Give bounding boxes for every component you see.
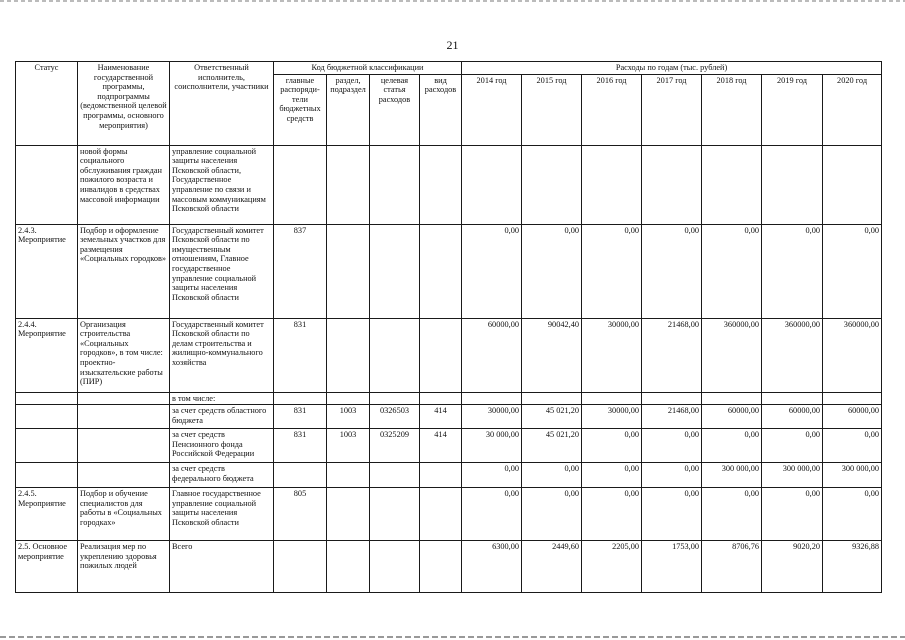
row-rzpr: 1003 <box>327 405 370 429</box>
table-row <box>16 429 882 463</box>
row-value-2014: 6300,00 <box>462 541 522 593</box>
header-year: 2019 год <box>762 74 823 145</box>
row-vr <box>420 488 462 541</box>
row-rzpr <box>327 145 370 224</box>
row-grbs: 831 <box>274 318 327 392</box>
row-name: Организация строительства «Социальных городков», в том числе: проектно-изыскательские работы (ПИР) <box>78 318 170 392</box>
row-value-2020: 0,00 <box>823 488 882 541</box>
row-grbs: 805 <box>274 488 327 541</box>
row-value-2015: 0,00 <box>522 463 582 488</box>
row-value-2015: 45 021,20 <box>522 405 582 429</box>
row-value-2020: 60000,00 <box>823 405 882 429</box>
row-value-2018: 60000,00 <box>702 405 762 429</box>
header-rzpr: раздел, подраздел <box>327 74 370 145</box>
row-value-2019: 0,00 <box>762 488 823 541</box>
row-name: Реализация мер по укреплению здоровья пожилых людей <box>78 541 170 593</box>
table-row <box>16 392 882 405</box>
row-value-2014: 0,00 <box>462 224 522 318</box>
row-value-2015: 90042,40 <box>522 318 582 392</box>
row-value-2019 <box>762 145 823 224</box>
row-name <box>78 463 170 488</box>
row-value-2014: 0,00 <box>462 488 522 541</box>
row-vr <box>420 541 462 593</box>
row-vr <box>420 145 462 224</box>
row-name <box>78 429 170 463</box>
row-csr <box>370 318 420 392</box>
row-status: 2.4.4. Мероприятие <box>16 318 78 392</box>
header-year: 2014 год <box>462 74 522 145</box>
table-row <box>16 224 882 318</box>
row-name: Подбор и оформление земельных участков для размещения «Социальных городков» <box>78 224 170 318</box>
row-value-2017: 0,00 <box>642 488 702 541</box>
row-value-2016: 30000,00 <box>582 405 642 429</box>
row-value-2014: 60000,00 <box>462 318 522 392</box>
row-value-2018 <box>702 145 762 224</box>
row-executor: Государственный комитет Псковской области по имущественным отношениям, Главное государственное управление социальной защиты населения Псковской области <box>170 224 274 318</box>
scan-edge-top <box>0 0 905 2</box>
header-year: 2018 год <box>702 74 762 145</box>
header-csr: целевая статья расходов <box>370 74 420 145</box>
header-year: 2017 год <box>642 74 702 145</box>
row-value-2018: 0,00 <box>702 224 762 318</box>
row-value-2019: 300 000,00 <box>762 463 823 488</box>
row-vr <box>420 318 462 392</box>
row-value-2016: 30000,00 <box>582 318 642 392</box>
row-executor: Главное государственное управление социальной защиты населения Псковской области <box>170 488 274 541</box>
row-status <box>16 463 78 488</box>
row-executor: Государственный комитет Псковской области по делам строительства и жилищно-коммунального хозяйства <box>170 318 274 392</box>
row-status <box>16 392 78 405</box>
row-executor: управление социальной защиты населения Псковской области, Государственное управление по связи и массовым коммуникациям Псковской области <box>170 145 274 224</box>
row-value-2019 <box>762 392 823 405</box>
row-value-2020: 0,00 <box>823 224 882 318</box>
row-csr <box>370 463 420 488</box>
row-rzpr <box>327 318 370 392</box>
row-status <box>16 429 78 463</box>
row-value-2017 <box>642 145 702 224</box>
row-value-2014: 0,00 <box>462 463 522 488</box>
row-value-2019: 360000,00 <box>762 318 823 392</box>
row-name <box>78 405 170 429</box>
row-value-2015: 0,00 <box>522 488 582 541</box>
row-name: новой формы социального обслуживания граждан пожилого возраста и инвалидов в средствах массовой информации <box>78 145 170 224</box>
row-csr <box>370 224 420 318</box>
row-value-2016: 2205,00 <box>582 541 642 593</box>
row-value-2019: 9020,20 <box>762 541 823 593</box>
row-executor: в том числе: <box>170 392 274 405</box>
row-value-2015 <box>522 392 582 405</box>
row-name: Подбор и обучение специалистов для работы в «Социальных городках» <box>78 488 170 541</box>
page-number: 21 <box>446 38 459 52</box>
row-value-2014 <box>462 145 522 224</box>
row-executor: за счет средств федерального бюджета <box>170 463 274 488</box>
row-grbs <box>274 463 327 488</box>
row-value-2017: 1753,00 <box>642 541 702 593</box>
row-rzpr <box>327 488 370 541</box>
row-value-2015: 0,00 <box>522 224 582 318</box>
row-value-2020 <box>823 145 882 224</box>
row-rzpr: 1003 <box>327 429 370 463</box>
row-grbs: 837 <box>274 224 327 318</box>
row-value-2017: 21468,00 <box>642 405 702 429</box>
header-grbs: главные распоряди-тели бюджетных средств <box>274 74 327 145</box>
row-vr <box>420 392 462 405</box>
row-value-2014 <box>462 392 522 405</box>
row-rzpr <box>327 463 370 488</box>
header-year: 2020 год <box>823 74 882 145</box>
row-value-2016: 0,00 <box>582 488 642 541</box>
row-value-2020: 360000,00 <box>823 318 882 392</box>
row-value-2020: 0,00 <box>823 429 882 463</box>
row-rzpr <box>327 224 370 318</box>
row-value-2019: 60000,00 <box>762 405 823 429</box>
table-row <box>16 541 882 593</box>
row-value-2017: 21468,00 <box>642 318 702 392</box>
row-value-2015: 2449,60 <box>522 541 582 593</box>
row-grbs <box>274 392 327 405</box>
row-csr <box>370 392 420 405</box>
row-value-2017: 0,00 <box>642 463 702 488</box>
row-rzpr <box>327 392 370 405</box>
row-csr: 0326503 <box>370 405 420 429</box>
header-executor: Ответственный исполнитель, соисполнители, участники <box>170 62 274 146</box>
row-value-2015: 45 021,20 <box>522 429 582 463</box>
header-name: Наименование государственной программы, подпрограммы (ведомственной целевой программы, основного мероприятия) <box>78 62 170 146</box>
table-row <box>16 463 882 488</box>
row-status: 2.5. Основное мероприятие <box>16 541 78 593</box>
row-value-2015 <box>522 145 582 224</box>
row-grbs: 831 <box>274 405 327 429</box>
row-vr <box>420 463 462 488</box>
row-csr <box>370 145 420 224</box>
header-status: Статус <box>16 62 78 146</box>
scan-edge-bottom <box>0 636 905 638</box>
row-value-2014: 30000,00 <box>462 405 522 429</box>
row-csr <box>370 541 420 593</box>
table-row <box>16 145 882 224</box>
budget-table <box>15 61 882 593</box>
header-budget-code: Код бюджетной классификации <box>274 62 462 75</box>
row-grbs: 831 <box>274 429 327 463</box>
header-expenses: Расходы по годам (тыс. рублей) <box>462 62 882 75</box>
header-year: 2015 год <box>522 74 582 145</box>
row-value-2017: 0,00 <box>642 224 702 318</box>
row-value-2018: 360000,00 <box>702 318 762 392</box>
row-executor: за счет средств областного бюджета <box>170 405 274 429</box>
table-row <box>16 318 882 392</box>
row-status: 2.4.5. Мероприятие <box>16 488 78 541</box>
row-value-2020: 9326,88 <box>823 541 882 593</box>
row-value-2018 <box>702 392 762 405</box>
row-value-2020 <box>823 392 882 405</box>
row-name <box>78 392 170 405</box>
header-vr: вид расходов <box>420 74 462 145</box>
row-value-2018: 8706,76 <box>702 541 762 593</box>
table-row <box>16 488 882 541</box>
row-executor: Всего <box>170 541 274 593</box>
row-value-2016: 0,00 <box>582 463 642 488</box>
row-grbs <box>274 541 327 593</box>
row-value-2016 <box>582 145 642 224</box>
row-value-2017 <box>642 392 702 405</box>
row-vr: 414 <box>420 429 462 463</box>
row-csr <box>370 488 420 541</box>
row-value-2020: 300 000,00 <box>823 463 882 488</box>
row-status <box>16 145 78 224</box>
row-value-2019: 0,00 <box>762 429 823 463</box>
row-vr: 414 <box>420 405 462 429</box>
row-value-2017: 0,00 <box>642 429 702 463</box>
row-value-2014: 30 000,00 <box>462 429 522 463</box>
table-row <box>16 405 882 429</box>
row-executor: за счет средств Пенсионного фонда Российской Федерации <box>170 429 274 463</box>
row-value-2016: 0,00 <box>582 429 642 463</box>
row-rzpr <box>327 541 370 593</box>
row-csr: 0325209 <box>370 429 420 463</box>
row-value-2018: 0,00 <box>702 429 762 463</box>
row-status: 2.4.3. Мероприятие <box>16 224 78 318</box>
row-value-2018: 300 000,00 <box>702 463 762 488</box>
header-year: 2016 год <box>582 74 642 145</box>
row-value-2016 <box>582 392 642 405</box>
row-status <box>16 405 78 429</box>
row-value-2018: 0,00 <box>702 488 762 541</box>
row-vr <box>420 224 462 318</box>
row-grbs <box>274 145 327 224</box>
row-value-2019: 0,00 <box>762 224 823 318</box>
row-value-2016: 0,00 <box>582 224 642 318</box>
